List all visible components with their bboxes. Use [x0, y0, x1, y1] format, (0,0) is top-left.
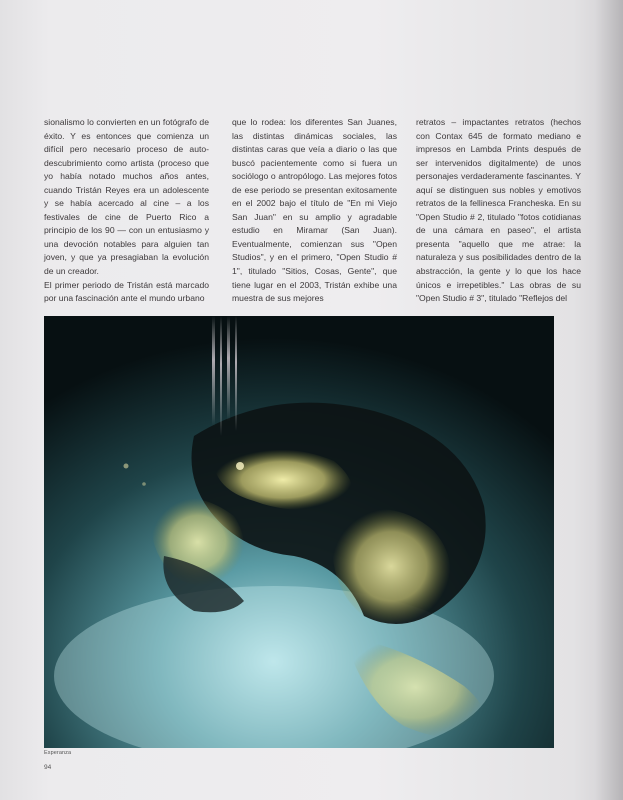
column-2-paragraph-1: que lo rodea: los diferentes San Juanes, las distintas dinámicas sociales, las distintas caras que veía a diario o las que buscó pacientemente como si fuera un sociólogo o antropólogo. Las mejores fotos de ese periodo se presentan exitosamente en el 2002 bajo el título de "En mi Viejo San Juan" en su amplio y agradable estudio en Miramar (San Juan). Eventualmente, comienzan sus "Open Studios", y en el primero, "Open Studio # 1", titulado "Sitios, Cosas, Gente", que tiene lugar en el 2003, Tristán exhibe una muestra de sus mejores — [232, 117, 397, 304]
column-1-paragraph-2: El primer periodo de Tristán está marcado por una fascinación ante el mundo urbano — [44, 279, 209, 304]
column-3-paragraph-1: retratos – impactantes retratos (hechos con Contax 645 de formato mediano e impresos en Lambda Prints después de ser intervenidos digitalmente) de unos personajes verdaderamente fascinantes. Y aquí se distinguen sus nobles y emotivos retratos de la fellinesca Francheska. En su "Open Studio # 2, titulado "fotos cotidianas de una cámara en paseo", el artista presenta "aquello que me atrae: la naturaleza y sus posibilidades dentro de la abstracción, la gente y lo que los hace únicos e irrepetibles." Las obras de su "Open Studio # 3", titulado "Reflejos del — [416, 117, 581, 304]
page-number: 94 — [44, 764, 52, 771]
photograph-esperanza — [44, 316, 554, 748]
underwater-figure-image — [44, 316, 554, 748]
text-column-3 — [416, 116, 581, 306]
text-column-2 — [232, 116, 397, 306]
photo-caption: Esperanza — [44, 750, 72, 756]
text-column-1 — [44, 116, 209, 306]
column-1-paragraph-1: sionalismo lo convierten en un fotógrafo de éxito. Y es entonces que comienza un difícil pero necesario proceso de auto-descubrimiento como artista (proceso que yo había notado muchos años antes, cuando Tristán Reyes era un adolescente y se había acercado al cine – a los festivales de cine de Puerto Rico a principio de los 90 — con un entusiasmo y una devoción notables para alguien tan joven, y que ya presagiaban la evolución de un creador. — [44, 117, 209, 277]
spine-shadow — [595, 0, 623, 800]
